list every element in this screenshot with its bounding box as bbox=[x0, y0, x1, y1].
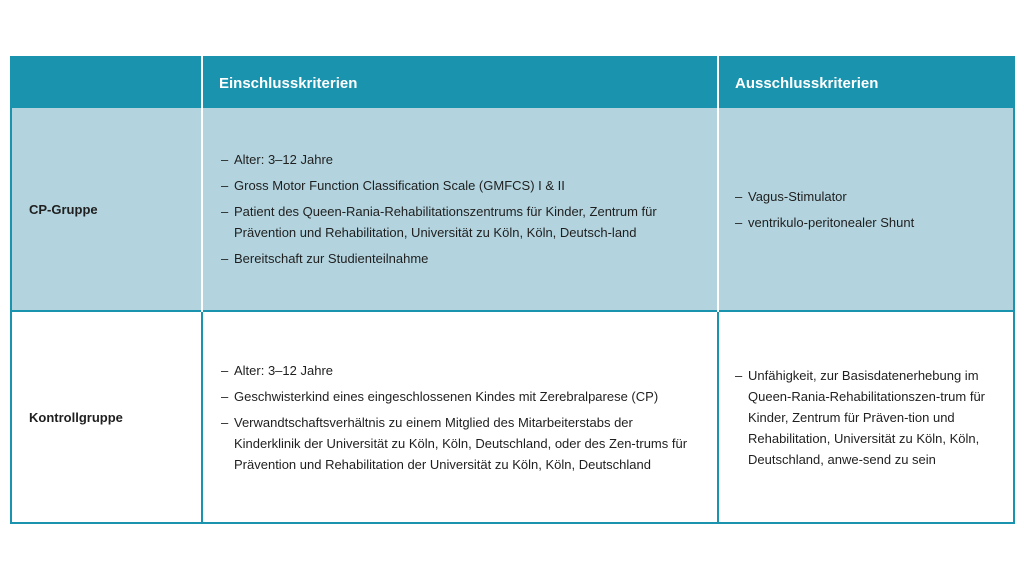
exclusion-cell-control bbox=[718, 311, 1014, 523]
group-label-cp: CP-Gruppe bbox=[11, 108, 202, 311]
header-row bbox=[11, 57, 1014, 108]
inclusion-list-control bbox=[204, 360, 716, 475]
dash-bullet: – bbox=[221, 388, 229, 404]
list-item: – Unfähigkeit, zur Basisdatenerhebung im Queen-Rania-Rehabilitationszen-trum für Kinder, Zentrum für Präven-tion und Rehabilitation, Universität zu Köln, Köln, Deutschland, anwe-send zu sein bbox=[735, 365, 992, 470]
list-item: – ventrikulo-peritonealer Shunt bbox=[735, 212, 992, 233]
exclusion-cell-cp bbox=[718, 108, 1014, 311]
dash-bullet: – bbox=[221, 251, 229, 266]
dash-bullet: – bbox=[735, 367, 743, 383]
header-corner-cell bbox=[11, 57, 202, 108]
dash-bullet: – bbox=[221, 152, 229, 167]
list-item: – Alter: 3–12 Jahre bbox=[221, 360, 700, 381]
list-item: – Verwandtschaftsverhältnis zu einem Mitglied des Mitarbeiterstabs der Kinderklinik der Universität zu Köln, Köln, Deutschland, oder des Zen-trums für Prävention und Rehabilitation der Universität zu Köln, Köln, Deutschland bbox=[221, 412, 700, 475]
exclusion-list-cp bbox=[720, 186, 1012, 233]
dash-bullet: – bbox=[221, 414, 229, 430]
list-item: – Vagus-Stimulator bbox=[735, 186, 992, 207]
list-item: – Patient des Queen-Rania-Rehabilitationszentrums für Kinder, Zentrum für Prävention und Rehabilitation, Universität zu Köln, Köln, Deutsch-land bbox=[221, 201, 700, 243]
dash-bullet: – bbox=[735, 188, 743, 204]
inclusion-cell-control bbox=[202, 311, 718, 523]
inclusion-cell-cp bbox=[202, 108, 718, 311]
dash-bullet: – bbox=[735, 214, 743, 230]
dash-bullet: – bbox=[221, 178, 229, 193]
table-row-cp-group bbox=[11, 108, 1014, 311]
table-row-control-group bbox=[11, 311, 1014, 523]
list-item: – Gross Motor Function Classification Scale (GMFCS) I & II bbox=[221, 175, 700, 196]
criteria-table bbox=[10, 56, 1015, 524]
dash-bullet: – bbox=[221, 362, 229, 378]
dash-bullet: – bbox=[221, 204, 229, 219]
header-exclusion: Ausschlusskriterien bbox=[718, 57, 1014, 108]
group-label-control: Kontrollgruppe bbox=[11, 311, 202, 523]
list-item: – Alter: 3–12 Jahre bbox=[221, 149, 700, 170]
list-item: – Bereitschaft zur Studienteilnahme bbox=[221, 248, 700, 269]
inclusion-list-cp bbox=[204, 149, 716, 269]
list-item: – Geschwisterkind eines eingeschlossenen Kindes mit Zerebralparese (CP) bbox=[221, 386, 700, 407]
header-inclusion: Einschlusskriterien bbox=[202, 57, 718, 108]
exclusion-list-control bbox=[720, 365, 1012, 470]
